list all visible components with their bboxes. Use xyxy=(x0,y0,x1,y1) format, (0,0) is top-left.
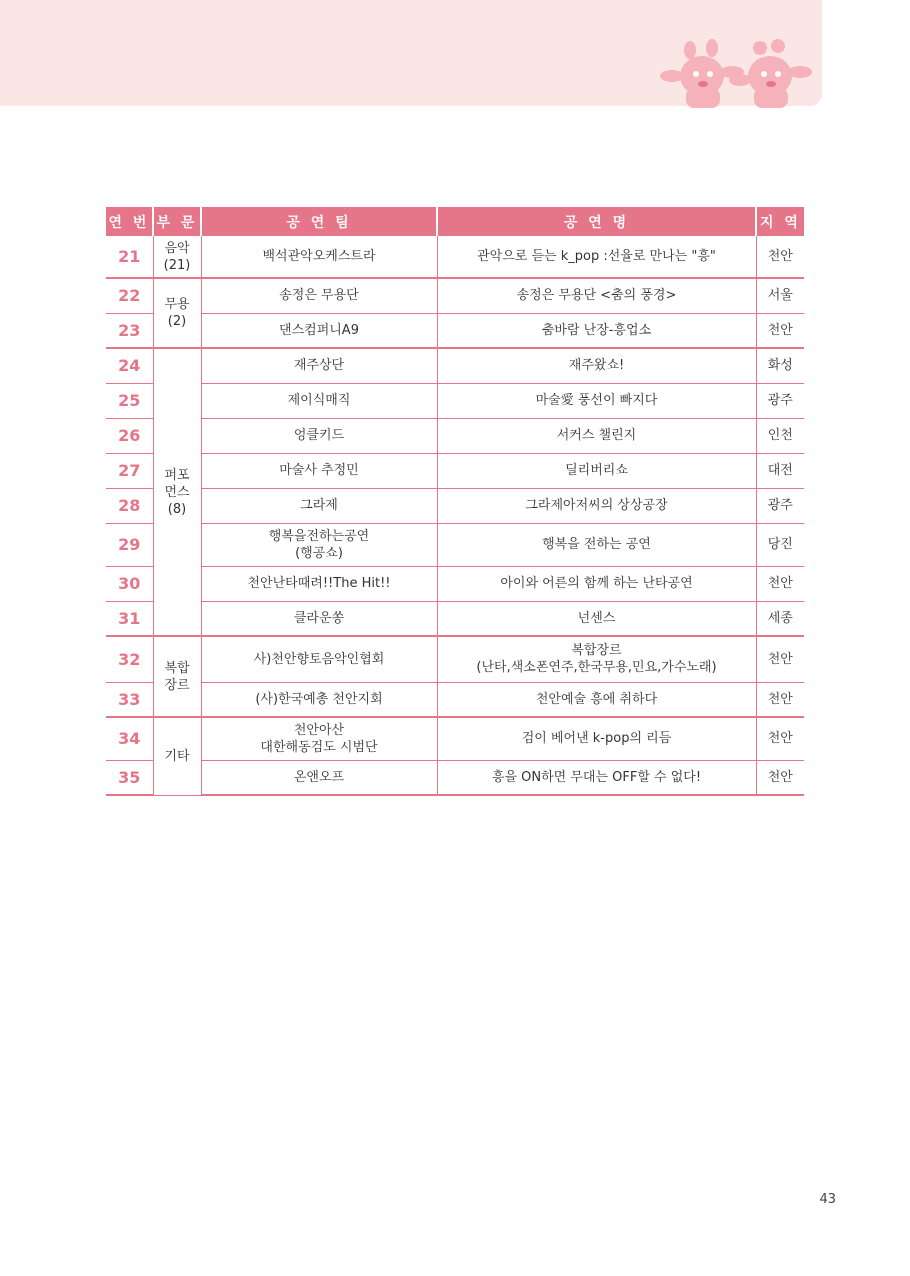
row-number: 35 xyxy=(106,760,153,795)
title-cell: 흥을 ON하면 무대는 OFF할 수 없다! xyxy=(437,760,756,795)
header-team: 공 연 팀 xyxy=(201,207,437,236)
row-number: 24 xyxy=(106,348,153,383)
mascot-illustration xyxy=(658,36,818,108)
region-cell: 천안 xyxy=(756,717,804,760)
region-cell: 대전 xyxy=(756,453,804,488)
table-row xyxy=(106,453,804,488)
row-number: 28 xyxy=(106,488,153,523)
table-row xyxy=(106,636,804,682)
team-cell: 천안난타때려!!The Hit!! xyxy=(201,566,437,601)
row-number: 21 xyxy=(106,236,153,278)
region-cell: 세종 xyxy=(756,601,804,636)
team-cell: (사)한국예총 천안지회 xyxy=(201,682,437,717)
title-cell: 서커스 챌린지 xyxy=(437,418,756,453)
table-row xyxy=(106,236,804,278)
page-number: 43 xyxy=(819,1192,836,1207)
table-row xyxy=(106,383,804,418)
table-row xyxy=(106,760,804,795)
header-title: 공 연 명 xyxy=(437,207,756,236)
region-cell: 천안 xyxy=(756,236,804,278)
region-cell: 광주 xyxy=(756,488,804,523)
team-cell: 마술사 추정민 xyxy=(201,453,437,488)
row-number: 25 xyxy=(106,383,153,418)
table-row xyxy=(106,601,804,636)
team-cell: 천안아산 대한해동검도 시범단 xyxy=(201,717,437,760)
team-cell: 댄스컴퍼니A9 xyxy=(201,313,437,348)
title-cell: 복합장르 (난타,색소폰연주,한국무용,민요,가수노래) xyxy=(437,636,756,682)
row-number: 34 xyxy=(106,717,153,760)
row-number: 23 xyxy=(106,313,153,348)
title-cell: 행복을 전하는 공연 xyxy=(437,523,756,566)
table-row xyxy=(106,717,804,760)
table-row xyxy=(106,523,804,566)
category-cell: 무용 (2) xyxy=(153,278,201,348)
team-cell: 엉클키드 xyxy=(201,418,437,453)
row-number: 32 xyxy=(106,636,153,682)
region-cell: 인천 xyxy=(756,418,804,453)
category-cell: 기타 xyxy=(153,717,201,795)
table-header-row xyxy=(106,207,804,236)
region-cell: 천안 xyxy=(756,636,804,682)
header-num: 연 번 xyxy=(106,207,153,236)
row-number: 30 xyxy=(106,566,153,601)
team-cell: 온앤오프 xyxy=(201,760,437,795)
team-cell: 제이식매직 xyxy=(201,383,437,418)
row-number: 22 xyxy=(106,278,153,313)
title-cell: 천안예술 흥에 취하다 xyxy=(437,682,756,717)
table-row xyxy=(106,418,804,453)
table-row xyxy=(106,313,804,348)
region-cell: 천안 xyxy=(756,566,804,601)
row-number: 31 xyxy=(106,601,153,636)
performance-schedule-table xyxy=(106,207,804,796)
team-cell: 백석관악오케스트라 xyxy=(201,236,437,278)
title-cell: 딜리버리쇼 xyxy=(437,453,756,488)
category-cell: 음악 (21) xyxy=(153,236,201,278)
team-cell: 사)천안향토음악인협회 xyxy=(201,636,437,682)
row-number: 27 xyxy=(106,453,153,488)
title-cell: 마술愛 풍선이 빠지다 xyxy=(437,383,756,418)
header-category: 부 문 xyxy=(153,207,201,236)
row-number: 33 xyxy=(106,682,153,717)
row-number: 26 xyxy=(106,418,153,453)
table-row xyxy=(106,348,804,383)
region-cell: 당진 xyxy=(756,523,804,566)
table-row xyxy=(106,682,804,717)
title-cell: 그라제아저씨의 상상공장 xyxy=(437,488,756,523)
title-cell: 송정은 무용단 <춤의 풍경> xyxy=(437,278,756,313)
team-cell: 송정은 무용단 xyxy=(201,278,437,313)
header-region: 지 역 xyxy=(756,207,804,236)
title-cell: 넌센스 xyxy=(437,601,756,636)
title-cell: 아이와 어른의 함께 하는 난타공연 xyxy=(437,566,756,601)
team-cell: 행복을전하는공연 (행공쇼) xyxy=(201,523,437,566)
table-row xyxy=(106,278,804,313)
category-cell: 퍼포 먼스 (8) xyxy=(153,348,201,636)
region-cell: 천안 xyxy=(756,760,804,795)
table-row xyxy=(106,566,804,601)
region-cell: 천안 xyxy=(756,682,804,717)
title-cell: 관악으로 듣는 k_pop :선율로 만나는 "흥" xyxy=(437,236,756,278)
team-cell: 그라제 xyxy=(201,488,437,523)
title-cell: 검이 베어낸 k-pop의 리듬 xyxy=(437,717,756,760)
table-row xyxy=(106,488,804,523)
row-number: 29 xyxy=(106,523,153,566)
title-cell: 재주왔쇼! xyxy=(437,348,756,383)
team-cell: 클라운쏭 xyxy=(201,601,437,636)
team-cell: 재주상단 xyxy=(201,348,437,383)
region-cell: 천안 xyxy=(756,313,804,348)
title-cell: 춤바람 난장-흥업소 xyxy=(437,313,756,348)
region-cell: 서울 xyxy=(756,278,804,313)
region-cell: 화성 xyxy=(756,348,804,383)
category-cell: 복합 장르 xyxy=(153,636,201,717)
region-cell: 광주 xyxy=(756,383,804,418)
